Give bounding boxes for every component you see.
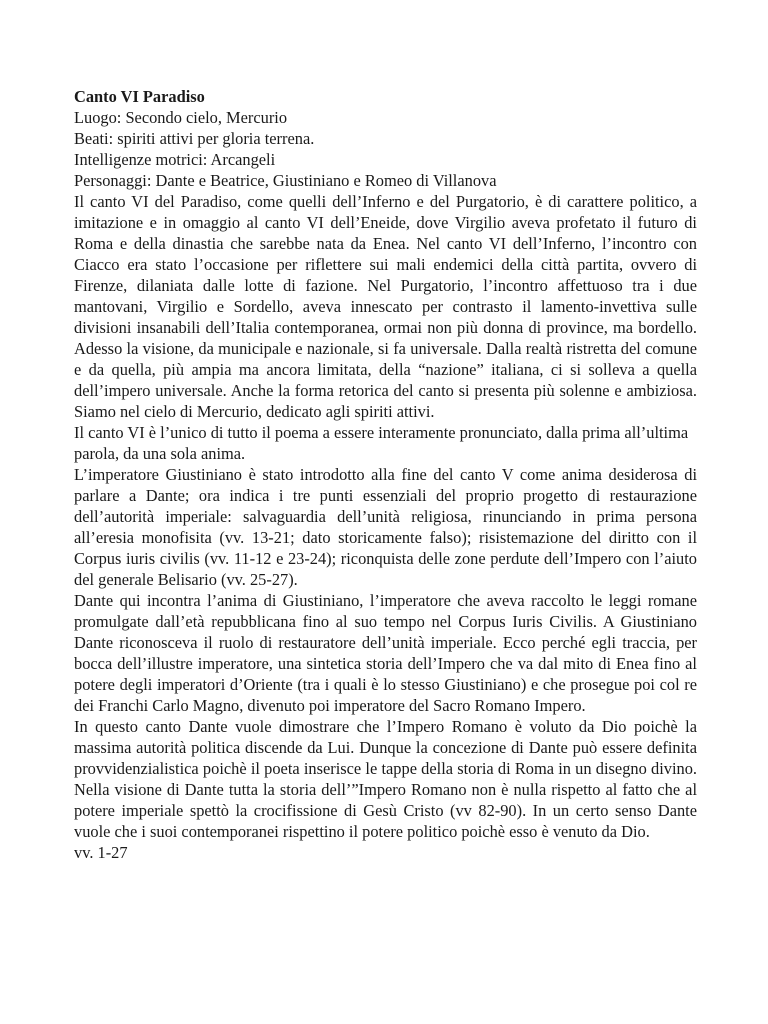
paragraph-impero: In questo canto Dante vuole dimostrare che l’Impero Romano è voluto da Dio poichè la massima autorità politica discende da Lui. Dunque la concezione di Dante può essere definita provvidenzialistica poichè il poeta inserisce le tappe della storia di Roma in un disegno divino. Nella visione di Dante tutta la storia dell’”Impero Romano non è nulla rispetto al fatto che al potere imperiale spettò la crocifissione di Gesù Cristo (vv 82-90). In un certo senso Dante vuole che i suoi contemporanei rispettino il potere politico poichè esso è venuto da Dio. xyxy=(74,717,697,841)
paragraph-intro: Il canto VI del Paradiso, come quelli dell’Inferno e del Purgatorio, è di carattere politico, a imitazione e in omaggio al canto VI dell’Eneide, dove Virgilio aveva profetato il futuro di Roma e della dinastia che sarebbe nata da Enea. Nel canto VI dell’Inferno, l’incontro con Ciacco era stato l’occasione per riflettere sui mali endemici della città partita, ovvero di Firenze, dilaniata dalle lotte di fazione. Nel Purgatorio, l’incontro affettuoso tra i due mantovani, Virgilio e Sordello, aveva innescato per contrasto il lamento-invettiva sulle divisioni insanabili dell’Italia contemporanea, ormai non più donna di province, ma bordello. Adesso la visione, da municipale e nazionale, si fa universale. Dalla realtà ristretta del comune e da quella, più ampia ma ancora limitata, della “nazione” italiana, ci si solleva a quella dell’impero universale. Anche la forma retorica del canto si presenta più solenne e ambiziosa. Siamo nel cielo di Mercurio, dedicato agli spiriti attivi. xyxy=(74,192,697,421)
meta-beati: Beati: spiriti attivi per gloria terrena. xyxy=(74,129,315,148)
document-page xyxy=(74,86,697,863)
paragraph-corpus: Dante qui incontra l’anima di Giustiniano, l’imperatore che aveva raccolto le leggi romane promulgate dall’età repubblicana fino al suo tempo nel Corpus Iuris Civilis. A Giustiniano Dante riconosceva il ruolo di restauratore dell’unità imperiale. Ecco perché egli traccia, per bocca dell’illustre imperatore, una sintetica storia dell’Impero che va dal mito di Enea fino al potere degli imperatori d’Oriente (tra i quali è lo stesso Giustiniano) e che prosegue poi col re dei Franchi Carlo Magno, divenuto poi imperatore del Sacro Romano Impero. xyxy=(74,591,697,715)
document-title: Canto VI Paradiso xyxy=(74,87,205,106)
meta-personaggi: Personaggi: Dante e Beatrice, Giustiniano e Romeo di Villanova xyxy=(74,171,497,190)
meta-intelligenze: Intelligenze motrici: Arcangeli xyxy=(74,150,276,169)
paragraph-single-soul: Il canto VI è l’unico di tutto il poema a essere interamente pronunciato, dalla prima all’ultima parola, da una sola anima. xyxy=(74,423,689,463)
meta-luogo: Luogo: Secondo cielo, Mercurio xyxy=(74,108,288,127)
paragraph-giustiniano: L’imperatore Giustiniano è stato introdotto alla fine del canto V come anima desiderosa di parlare a Dante; ora indica i tre punti essenziali del proprio progetto di restaurazione dell’autorità imperiale: salvaguardia dell’unità religiosa, rinunciando in prima persona all’eresia monofisita (vv. 13-21; dato storicamente falso); risistemazione del diritto con il Corpus iuris civilis (vv. 11-12 e 23-24); riconquista delle zone perdute dell’Impero con l’aiuto del generale Belisario (vv. 25-27). xyxy=(74,465,697,589)
verse-reference: vv. 1-27 xyxy=(74,843,128,862)
